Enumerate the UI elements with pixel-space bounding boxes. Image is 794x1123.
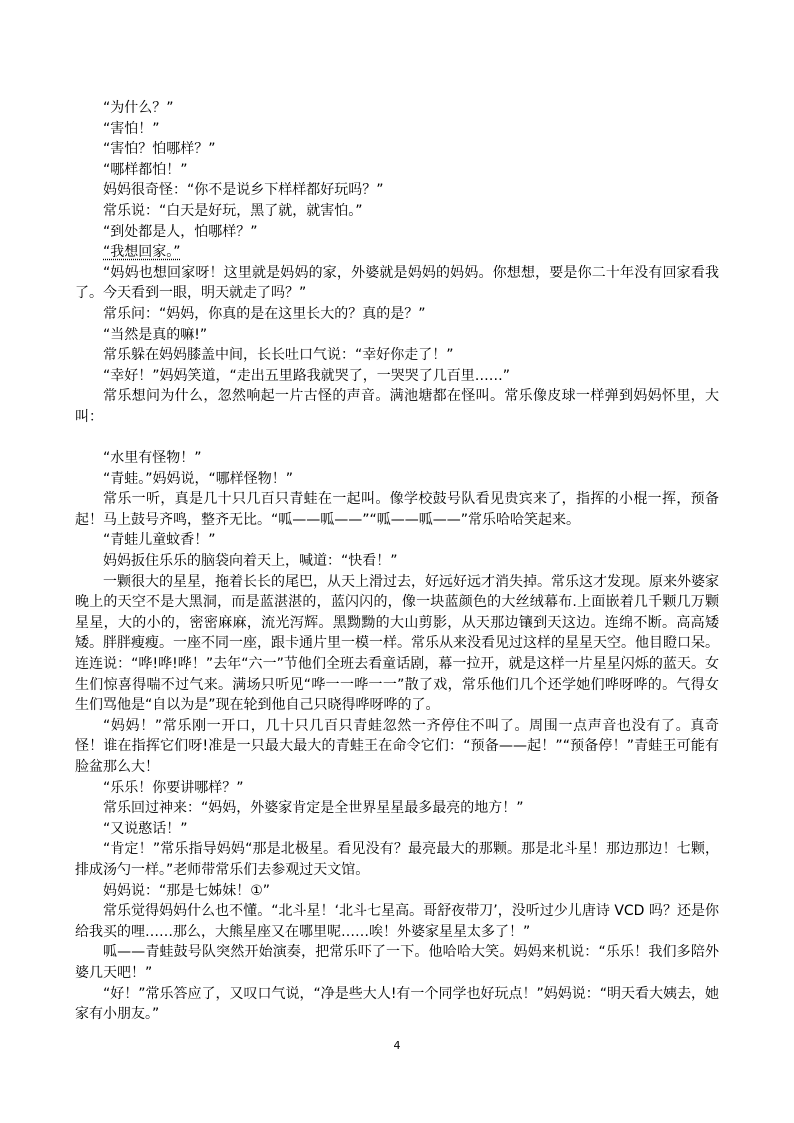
paragraph: [75, 448, 719, 469]
paragraph: [75, 881, 719, 902]
paragraph: [75, 160, 719, 181]
paragraph: [75, 263, 719, 304]
paragraph-text: 妈妈很奇怪：“你不是说乡下样样都好玩吗？”: [103, 182, 384, 199]
paragraph: [75, 839, 719, 880]
paragraph: [75, 242, 719, 263]
paragraph-text: “青蛙。”妈妈说，“哪样怪物！”: [103, 470, 294, 487]
paragraph: [75, 139, 719, 160]
paragraph-text: 妈妈说：“那是七姊妹！①”: [103, 882, 271, 899]
paragraph-text: “害怕！”: [103, 120, 160, 137]
paragraph: [75, 345, 719, 366]
paragraph: [75, 572, 719, 716]
paragraph: [75, 386, 719, 427]
paragraph: [75, 469, 719, 490]
paragraph-text: “肯定！”常乐指导妈妈“那是北极星。看见没有？最亮最大的那颗。那是北斗星！那边那边！七颗，排成汤勺一样。”老师带常乐们去参观过天文馆。: [75, 841, 719, 878]
blank-line: [75, 428, 719, 449]
paragraph-text: 常乐说：“白天是好玩，黑了就，就害怕。”: [103, 202, 363, 219]
paragraph: [75, 716, 719, 778]
paragraph-text: “为什么？”: [103, 100, 174, 116]
paragraph-text: 常乐一听，真是几十只几百只青蛙在一起叫。像学校鼓号队看见贵宾来了，指挥的小棍一挥，预备起！马上鼓号齐鸣，整齐无比。“呱——呱——”“呱——呱——”常乐哈哈笑起来。: [75, 491, 719, 528]
paragraph-text: “水里有怪物！”: [103, 450, 202, 467]
paragraph-text: 一颗很大的星星，拖着长长的尾巴，从天上滑过去，好远好远才消失掉。常乐这才发现。原来外婆家晚上的天空不是大黑洞，而是蓝湛湛的，蓝闪闪的，像一块蓝颜色的大丝绒幕布.上面嵌着几千颗几万颗星星，大的小的，密密麻麻，流光泻辉。黑黝黝的大山剪影，从天那边镶到天这边。连绵不断。高高矮矮。胖胖瘦瘦。一座不同一座，跟卡通片里一模一样。常乐从来没看见过这样的星星天空。他目瞪口呆。连连说：“哗!哗!哗！”去年“六一”节他们全班去看童话剧，幕一拉开，就是这样一片星星闪烁的蓝天。女生们惊喜得喘不过气来。满场只听见“哗一一哗一一”散了戏，常乐他们几个还学她们哗呀哗的。气得女生们骂他是“自以为是”现在轮到他自己只晓得哗呀哗的了。: [75, 573, 719, 714]
paragraph-text: 常乐问：“妈妈，你真的是在这里长大的？真的是？”: [103, 305, 426, 322]
paragraph-text: “我想回家。”: [103, 244, 181, 261]
paragraph-text: “害怕？怕哪样？”: [103, 141, 216, 158]
paragraph-text: “好！”常乐答应了，又叹口气说，“净是些大人!有一个同学也好玩点！”妈妈说：“明天看大姨去，她家有小朋友。”: [75, 985, 719, 1023]
paragraph-text: “妈妈！”常乐刚一开口，几十只几百只青蛙忽然一齐停住不叫了。周围一点声音也没有了。真奇怪！谁在指挥它们呀!准是一只最大最大的青蛙王在命令它们：“预备——起！”“预备停！”青蛙王可能有脸盆那么大！: [75, 717, 719, 775]
paragraph-text: 常乐想问为什么，忽然响起一片古怪的声音。满池塘都在怪叫。常乐像皮球一样弹到妈妈怀里，大叫：: [75, 388, 719, 425]
page-number: 4: [393, 1039, 401, 1052]
paragraph: [75, 304, 719, 325]
paragraph-text: 常乐回过神来：“妈妈，外婆家肯定是全世界星星最多最亮的地方！”: [103, 800, 524, 817]
paragraph-text: 常乐觉得妈妈什么也不懂。“北斗星！‘北斗七星高。哥舒夜带刀’，没听过少儿唐诗 VCD 吗？还是你给我买的哩……那么，大熊星座又在哪里呢……唉！外婆家星星太多了！”: [75, 903, 719, 940]
paragraph-text: 妈妈扳住乐乐的脑袋向着天上，喊道：“快看！”: [103, 553, 398, 570]
paragraph: [75, 222, 719, 243]
paragraph: [75, 530, 719, 551]
paragraph-text: “到处都是人，怕哪样？”: [103, 223, 258, 240]
paragraph: [75, 819, 719, 840]
document-body: [75, 98, 719, 1025]
paragraph-text: “乐乐！你要讲哪样？”: [103, 779, 244, 796]
paragraph: [75, 901, 719, 942]
paragraph: [75, 325, 719, 346]
paragraph-text: “又说憨话！”: [103, 820, 188, 837]
paragraph: [75, 201, 719, 222]
paragraph: [75, 366, 719, 387]
paragraph-text: 常乐躲在妈妈膝盖中间，长长吐口气说：“幸好你走了！”: [103, 347, 454, 364]
paragraph-text: “青蛙儿童蚊香！”: [103, 532, 216, 549]
paragraph-text: “幸好！”妈妈笑道，“走出五里路我就哭了，一哭哭了几百里……”: [103, 367, 511, 384]
paragraph: [75, 98, 719, 119]
paragraph: [75, 942, 719, 983]
paragraph-text: “哪样都怕！”: [103, 161, 188, 178]
paragraph: [75, 551, 719, 572]
paragraph: [75, 984, 719, 1025]
paragraph-text: “妈妈也想回家呀！这里就是妈妈的家，外婆就是妈妈的妈妈。你想想，要是你二十年没有回家看我了。今天看到一眼，明天就走了吗？”: [75, 264, 719, 302]
paragraph: [75, 180, 719, 201]
paragraph-text: “当然是真的嘛!”: [103, 326, 208, 343]
paragraph: [75, 778, 719, 799]
paragraph: [75, 798, 719, 819]
paragraph: [75, 489, 719, 530]
paragraph-text: 呱——青蛙鼓号队突然开始演奏，把常乐吓了一下。他哈哈大笑。妈妈来机说：“乐乐！我们多陪外婆几天吧！”: [75, 944, 719, 981]
paragraph: [75, 119, 719, 140]
